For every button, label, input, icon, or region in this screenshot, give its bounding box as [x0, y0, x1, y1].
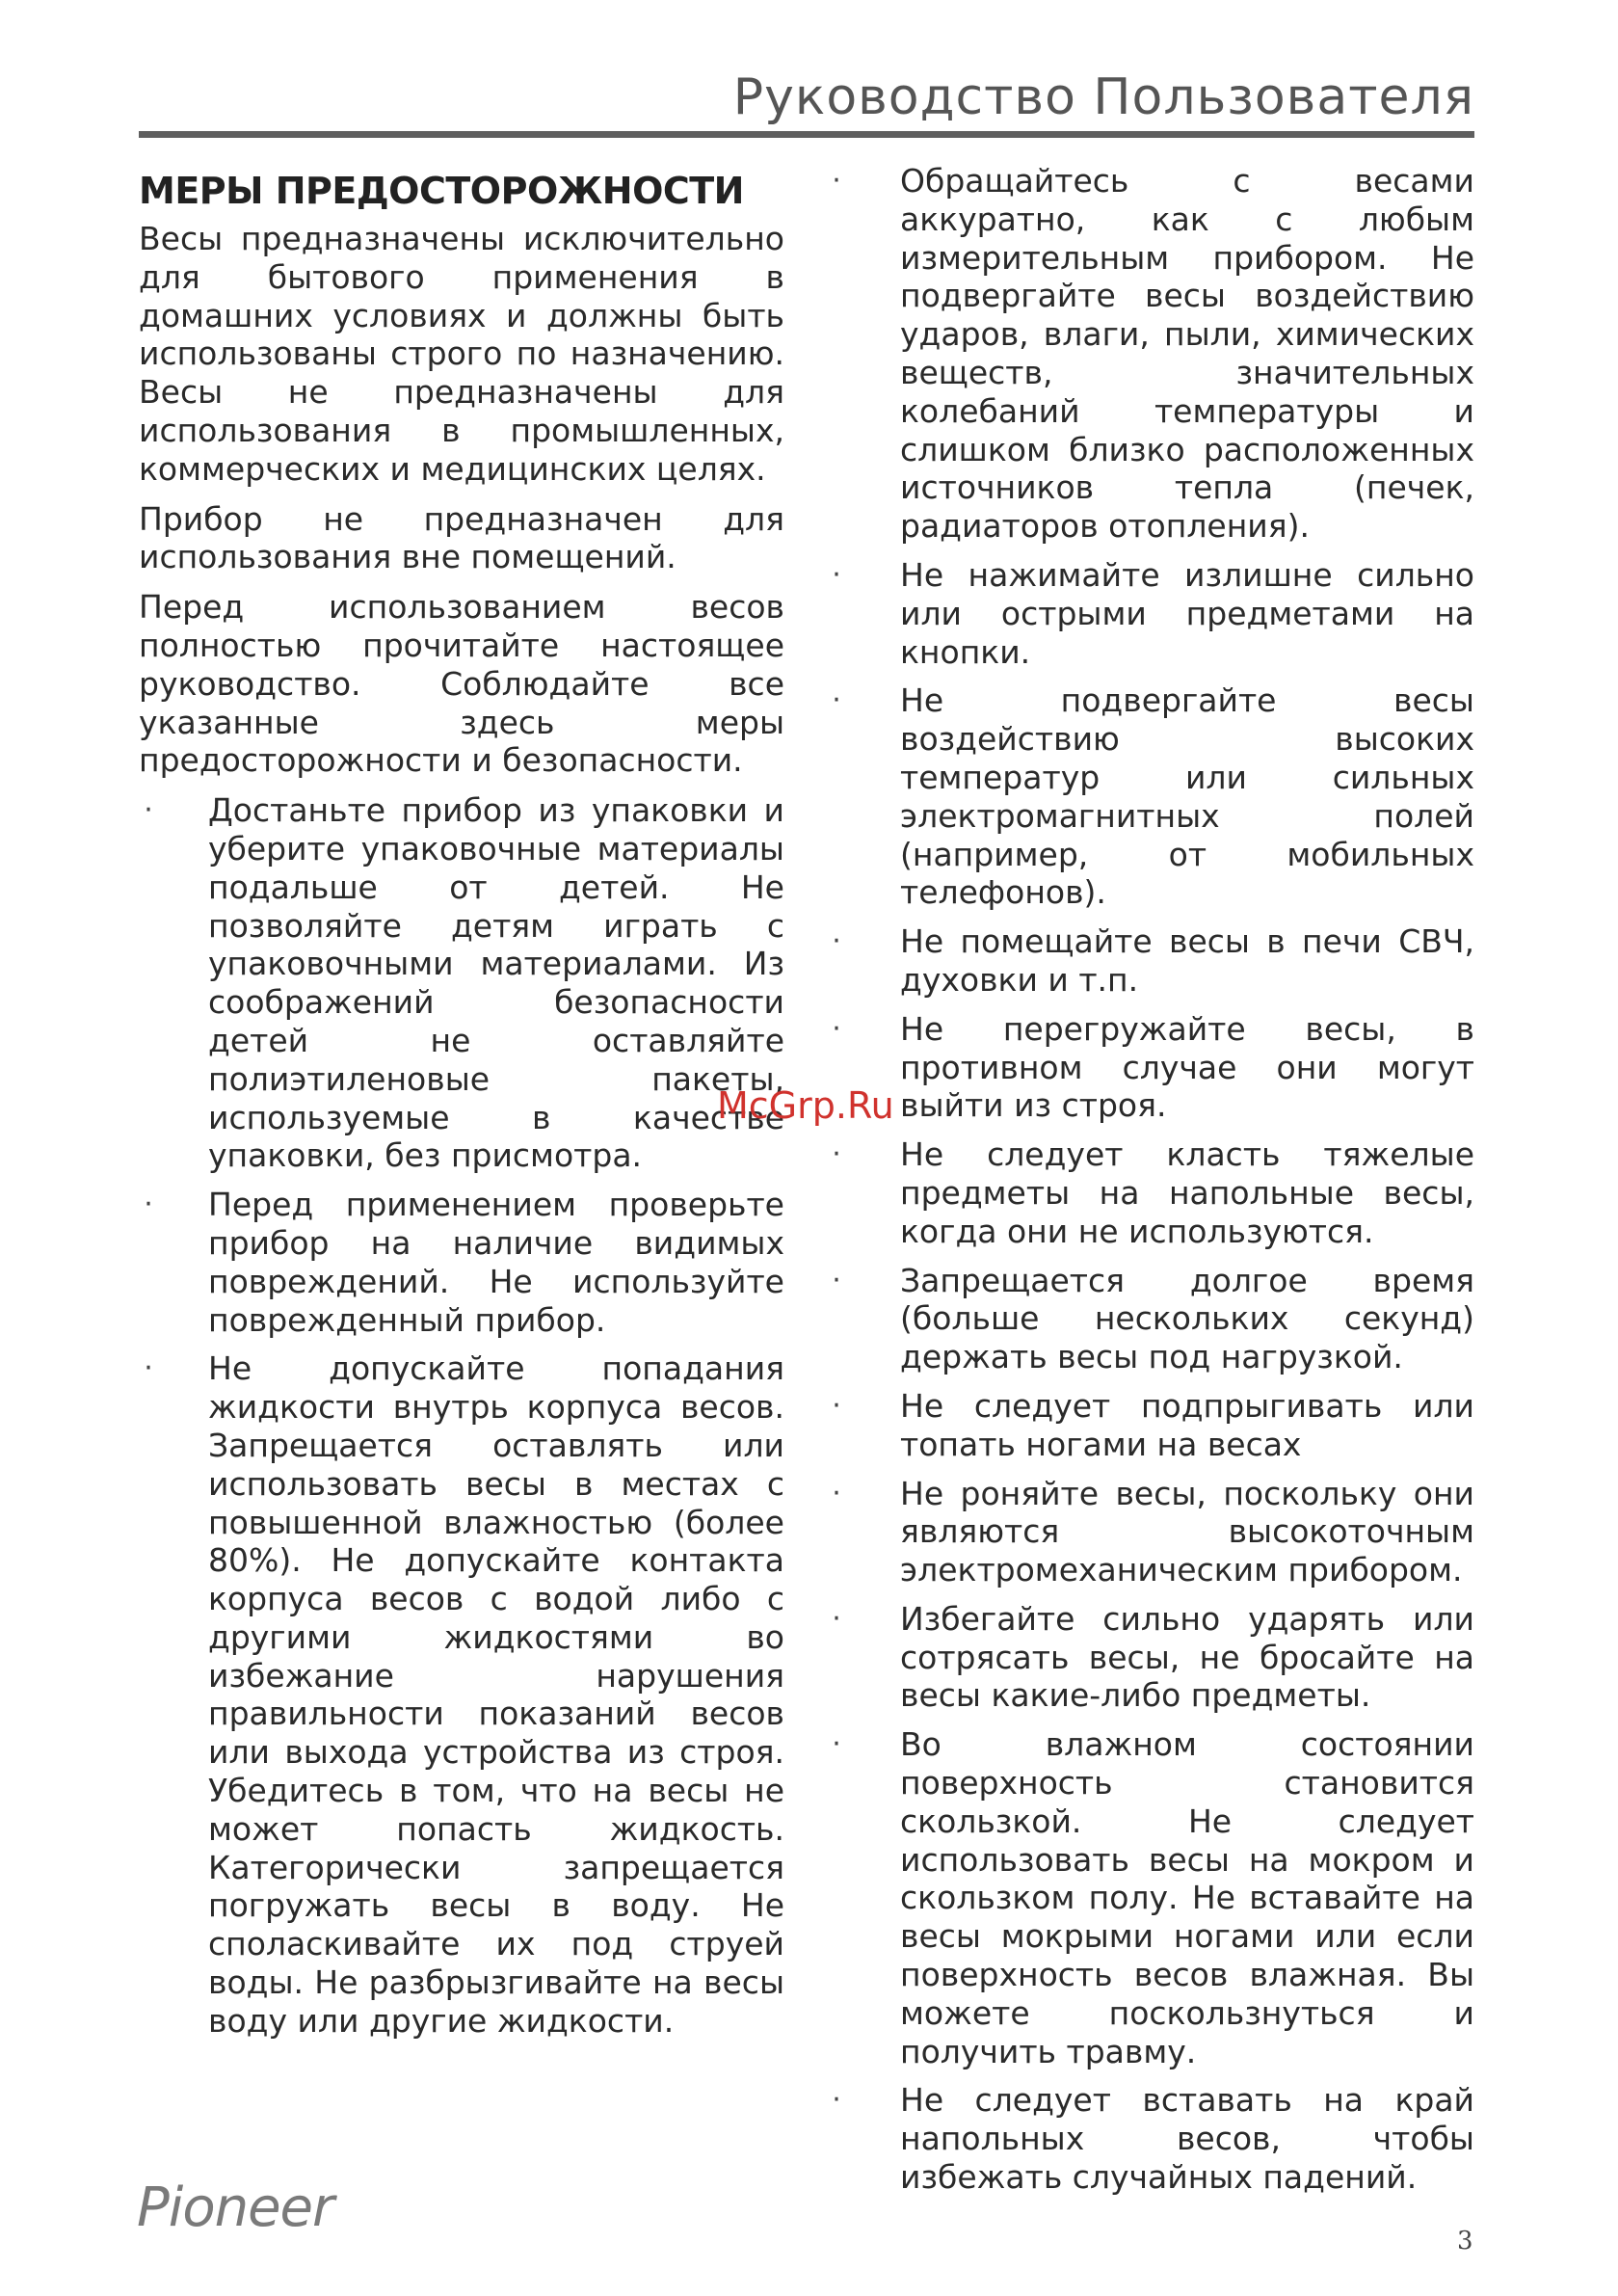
page-number: 3: [1457, 2227, 1473, 2256]
bullet-dot-icon: ·: [832, 557, 841, 592]
list-item-text: Не нажимайте излишне сильно или острыми предметами на кнопки.: [900, 555, 1474, 671]
right-bullet-list: [827, 162, 1474, 2197]
list-item: [827, 1135, 1474, 1250]
list-item-text: Перед применением проверьте прибор на наличие видимых повреждений. Не используйте поврежденный прибор.: [208, 1186, 784, 1339]
list-item-text: Не перегружайте весы, в противном случае они могут выйти из строя.: [900, 1009, 1474, 1125]
list-item: [827, 1600, 1474, 1715]
list-item-text: Избегайте сильно ударять или сотрясать весы, не бросайте на весы какие-либо предметы.: [900, 1599, 1474, 1715]
bullet-dot-icon: ·: [832, 1727, 841, 1762]
list-item: [139, 791, 784, 1175]
list-item: [139, 1186, 784, 1339]
bullet-dot-icon: ·: [832, 164, 841, 198]
brand-logo: Pioneer: [137, 2176, 334, 2239]
list-item-text: Не помещайте весы в печи СВЧ, духовки и т.п.: [900, 922, 1474, 999]
list-item: [827, 1387, 1474, 1464]
header-divider: [139, 131, 1474, 138]
list-item: [827, 1010, 1474, 1125]
bullet-dot-icon: ·: [832, 1601, 841, 1636]
watermark-link[interactable]: McGrp.Ru: [717, 1084, 894, 1127]
list-item-text: Не допускайте попадания жидкости внутрь корпуса весов. Запрещается оставлять или использовать весы в местах с повышенной влажностью (более 80%). Не допускайте контакта корпуса весов с водой либо с другими жидкостями во избежание нарушения правильности показаний весов или выхода устройства из строя. Убедитесь в том, что на весы не может попасть жидкость. Категорически запрещается погружать весы в воду. Не споласкивайте их под струей воды. Не разбрызгивайте на весы воду или другие жидкости.: [208, 1349, 784, 2040]
section-title: МЕРЫ ПРЕДОСТОРОЖНОСТИ: [139, 170, 744, 212]
bullet-dot-icon: ·: [832, 1263, 841, 1297]
bullet-dot-icon: ·: [144, 793, 153, 828]
left-column: [139, 162, 784, 2051]
bullet-dot-icon: ·: [144, 1188, 153, 1222]
list-item-text: Во влажном состоянии поверхность становится скользкой. Не следует использовать весы на мокром и скользком полу. Не вставайте на весы мокрыми ногами или если поверхность весов влажная. Вы можете поскользнуться и получить травму.: [900, 1725, 1474, 2070]
list-item-text: Не следует вставать на край напольных весов, чтобы избежать случайных падений.: [900, 2081, 1474, 2197]
list-item-text: Достаньте прибор из упаковки и уберите упаковочные материалы подальше от детей. Не позволяйте детям играть с упаковочными материалами. Из соображений безопасности детей не оставляйте полиэтиленовые пакеты, используемые в качестве упаковки, без присмотра.: [208, 791, 784, 1175]
page-header-title: Руководство Пользователя: [732, 68, 1474, 126]
list-item: [827, 1725, 1474, 2070]
list-item: [827, 1475, 1474, 1589]
list-item: [827, 1262, 1474, 1376]
right-column: [827, 162, 1474, 2207]
list-item-text: Не подвергайте весы воздействию высоких температур или сильных электромагнитных полей (например, от мобильных телефонов).: [900, 681, 1474, 912]
list-item-text: Не следует класть тяжелые предметы на напольные весы, когда они не используются.: [900, 1135, 1474, 1250]
list-item-text: Запрещается долгое время (больше нескольких секунд) держать весы под нагрузкой.: [900, 1261, 1474, 1376]
list-item-text: Не роняйте весы, поскольку они являются высокоточным электромеханическим прибором.: [900, 1474, 1474, 1589]
bullet-dot-icon: ·: [832, 1388, 841, 1423]
left-bullet-list: [139, 791, 784, 2041]
bullet-dot-icon: ·: [832, 1011, 841, 1046]
list-item-text: Обращайтесь с весами аккуратно, как с любым измерительным прибором. Не подвергайте весы воздействию ударов, влаги, пыли, химических веществ, значительных колебаний температуры и слишком близко расположенных источников тепла (печек, радиаторов отопления).: [900, 162, 1474, 546]
bullet-dot-icon: ·: [832, 1137, 841, 1172]
list-item: [827, 162, 1474, 546]
intro-paragraph: Перед использованием весов полностью прочитайте настоящее руководство. Соблюдайте все указанные здесь меры предосторожности и безопасности.: [139, 588, 784, 780]
intro-paragraph: Прибор не предназначен для использования вне помещений.: [139, 499, 784, 576]
bullet-dot-icon: ·: [144, 1351, 153, 1386]
list-item: [827, 681, 1474, 912]
list-item-text: Не следует подпрыгивать или топать ногами на весах: [900, 1386, 1474, 1463]
bullet-dot-icon: ·: [832, 2083, 841, 2118]
list-item: [139, 1349, 784, 2040]
bullet-dot-icon: ·: [832, 683, 841, 718]
list-item: [827, 922, 1474, 1000]
bullet-dot-icon: ·: [832, 1476, 841, 1510]
list-item: [827, 2081, 1474, 2196]
intro-paragraph: Весы предназначены исключительно для бытового применения в домашних условиях и должны быть использованы строго по назначению. Весы не предназначены для использования в промышленных, коммерческих и медицинских целях.: [139, 220, 784, 488]
bullet-dot-icon: ·: [832, 924, 841, 959]
list-item: [827, 556, 1474, 671]
